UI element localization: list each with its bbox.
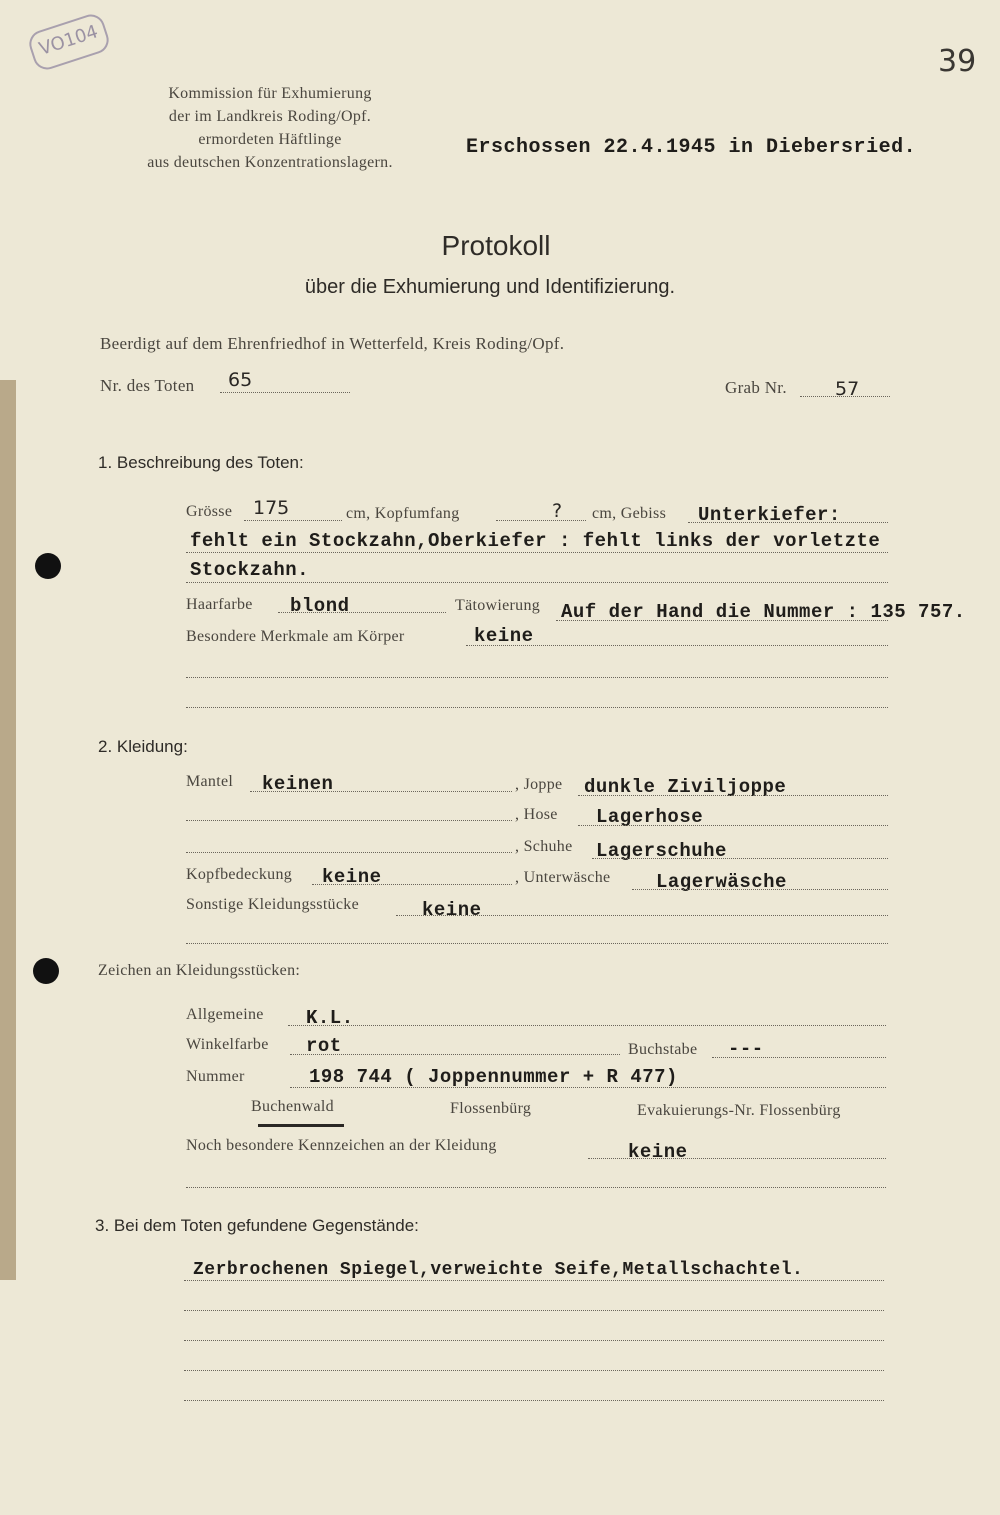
page-number: 39 bbox=[938, 44, 977, 79]
angle-color-label: Winkelfarbe bbox=[186, 1036, 269, 1053]
general-marks-value: K.L. bbox=[306, 1007, 354, 1029]
other-clothing-label: Sonstige Kleidungsstücke bbox=[186, 896, 359, 913]
height-label: Grösse bbox=[186, 503, 233, 520]
trousers-label: , Hose bbox=[515, 806, 558, 823]
special-marks-value: keine bbox=[628, 1141, 688, 1163]
hair-value: blond bbox=[290, 595, 350, 617]
underline bbox=[258, 1124, 344, 1127]
angle-color-value: rot bbox=[306, 1035, 342, 1057]
shoes-value: Lagerschuhe bbox=[596, 840, 727, 862]
commission-line: der im Landkreis Roding/Opf. bbox=[168, 108, 372, 125]
commission-line: Kommission für Exhumierung bbox=[168, 85, 372, 102]
page-title: Protokoll bbox=[441, 230, 551, 261]
shot-note: Erschossen 22.4.1945 in Diebersried. bbox=[466, 136, 917, 159]
number-label: Nummer bbox=[186, 1068, 245, 1085]
headwear-label: Kopfbedeckung bbox=[186, 866, 293, 883]
commission-line: aus deutschen Konzentrationslagern. bbox=[147, 154, 393, 171]
trousers-value: Lagerhose bbox=[596, 806, 704, 828]
burial-line: Beerdigt auf dem Ehrenfriedhof in Wetterfeld, Kreis Roding/Opf. bbox=[100, 334, 565, 353]
clothing-marks-heading: Zeichen an Kleidungsstücken: bbox=[98, 962, 301, 979]
shoes-label: , Schuhe bbox=[515, 838, 573, 855]
section3-heading: 3. Bei dem Toten gefundene Gegenstände: bbox=[95, 1216, 419, 1235]
other-clothing-value: keine bbox=[422, 899, 482, 921]
punch-hole-top bbox=[35, 553, 61, 579]
commission-header bbox=[110, 82, 430, 174]
marks-value: keine bbox=[474, 625, 534, 647]
letter-label: Buchstabe bbox=[628, 1041, 698, 1058]
jacket-value: dunkle Ziviljoppe bbox=[584, 776, 787, 798]
teeth-line-1: Unterkiefer: bbox=[698, 504, 841, 526]
coat-value: keinen bbox=[262, 773, 334, 795]
dead-no-label: Nr. des Toten bbox=[100, 376, 195, 395]
special-marks-label: Noch besondere Kennzeichen an der Kleidung bbox=[186, 1137, 497, 1154]
page-subtitle: über die Exhumierung und Identifizierung. bbox=[304, 276, 676, 298]
underwear-label: , Unterwäsche bbox=[515, 869, 611, 886]
jacket-label: , Joppe bbox=[515, 776, 563, 793]
camp-flossenburg: Flossenbürg bbox=[450, 1100, 532, 1117]
found-items: Zerbrochenen Spiegel,verweichte Seife,Metallschachtel. bbox=[193, 1260, 804, 1280]
number-value: 198 744 ( Joppennummer + R 477) bbox=[309, 1066, 678, 1088]
height-value: 175 bbox=[253, 497, 290, 519]
section1-heading: 1. Beschreibung des Toten: bbox=[98, 453, 304, 472]
cm-label-1: cm, Kopfumfang bbox=[346, 505, 460, 522]
grave-value: 57 bbox=[835, 378, 860, 400]
camp-evacuation: Evakuierungs-Nr. Flossenbürg bbox=[637, 1102, 841, 1119]
paper-edge bbox=[0, 380, 16, 1280]
camp-buchenwald: Buchenwald bbox=[251, 1098, 334, 1115]
dead-no-value: 65 bbox=[228, 369, 253, 391]
hair-label: Haarfarbe bbox=[186, 596, 253, 613]
marks-label: Besondere Merkmale am Körper bbox=[186, 628, 405, 645]
teeth-line-2: fehlt ein Stockzahn,Oberkiefer : fehlt links der vorletzte bbox=[190, 530, 881, 552]
teeth-line-3: Stockzahn. bbox=[190, 559, 310, 581]
tattoo-label: Tätowierung bbox=[455, 597, 541, 614]
headwear-value: keine bbox=[322, 866, 382, 888]
punch-hole-bottom bbox=[33, 958, 59, 984]
general-marks-label: Allgemeine bbox=[186, 1006, 264, 1023]
cm-label-2: cm, Gebiss bbox=[592, 505, 667, 522]
underwear-value: Lagerwäsche bbox=[656, 871, 787, 893]
section2-heading: 2. Kleidung: bbox=[98, 737, 188, 756]
grave-label: Grab Nr. bbox=[725, 378, 787, 397]
archive-stamp: VO104 bbox=[26, 11, 113, 73]
coat-label: Mantel bbox=[186, 773, 234, 790]
tattoo-value: Auf der Hand die Nummer : 135 757. bbox=[561, 601, 966, 623]
commission-line: ermordeten Häftlinge bbox=[198, 131, 342, 148]
head-value: ? bbox=[552, 500, 563, 522]
letter-value: --- bbox=[728, 1038, 764, 1060]
